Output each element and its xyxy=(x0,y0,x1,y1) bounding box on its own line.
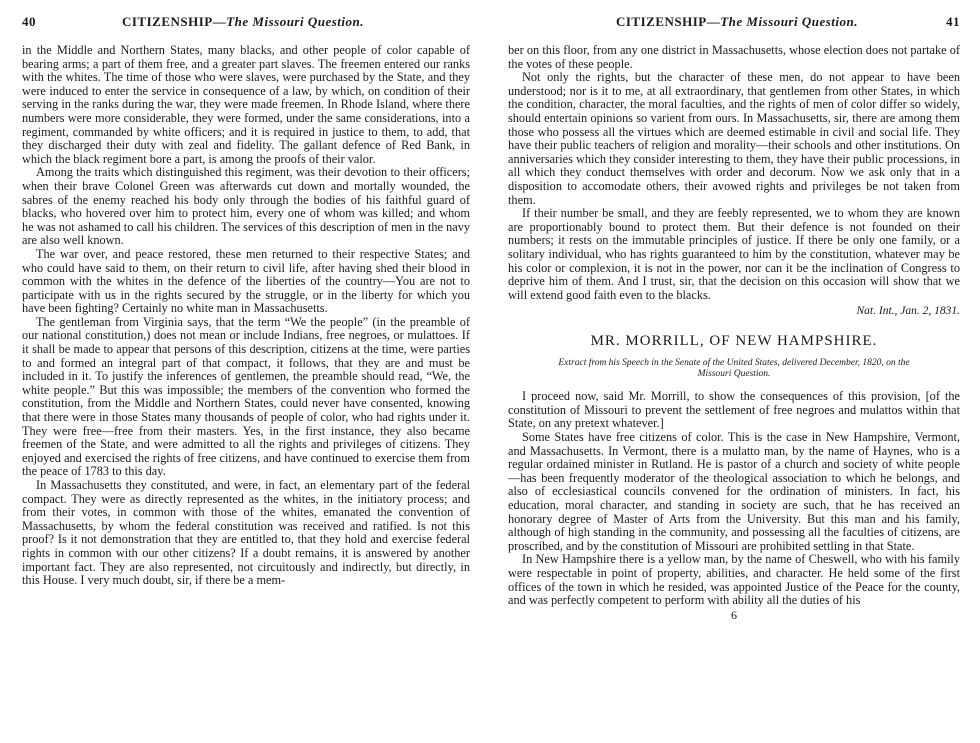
left-body-text xyxy=(22,44,470,588)
left-paragraph: Among the traits which distinguished this regiment, was their devotion to their officers; when their brave Colonel Green was afterwards cut down and mortally wounded, the sabres of the enemy reached his body only through the bodies of his faithful guard of blacks, who hovered over him to protect him, every one of whom was killed; and whom he was not ashamed to call his children. The services of this description of men in the navy are also well known. xyxy=(22,165,470,248)
right-page xyxy=(490,0,980,743)
section-paragraph: In New Hampshire there is a yellow man, by the name of Cheswell, who with his family were respectable in point of property, abilities, and character. He held some of the first offices of the town in which he resided, was appointed Justice of the Peace for the county, and was perfectly competent to perform with ability all the duties of his xyxy=(508,552,960,608)
left-paragraph: The gentleman from Virginia says, that the term “We the people” (in the preamble of our national constitution,) does not mean or include Indians, free negroes, or mulattoes. If it shall be made to appear that persons of this description, citizens at the time, were parties to and formed an integral part of that compact, it follows, that they are and must be included in it. To justify the inferences of gentlemen, the preamble should read, “We, the white people.” But this was impossible; the members of the convention who formed the constitution, from the Middle and Northern States, could never have consented, knowing that there were in those States many thousands of people of color, who had rights under it. They were free—free from their masters. Yes, in the first instance, they also became freemen of the State, and were admitted to all the rights and privileges of citizens. They enjoyed and exercised the rights of free citizens, and have continued to exercise them from the peace of 1783 to this day. xyxy=(22,314,470,479)
section-heading: MR. MORRILL, OF NEW HAMPSHIRE. xyxy=(590,333,878,350)
right-paragraph: ber on this floor, from any one district in Massachusetts, whose election does not partake of the votes of these people. xyxy=(508,43,960,71)
left-paragraph: in the Middle and Northern States, many blacks, and other people of color capable of bearing arms; a part of them free, and a greater part slaves. The freemen entered our ranks with the whites. The time of those who were slaves, were purchased by the State, and they were induced to enter the service in consequence of a law, by which, on condition of their serving in the ranks during the war, they were made freemen. In Rhode Island, where there numbers were more considerable, they were formed, under the same considerations, into a regiment, commanded by white officers; and it is required in justice to them, to add, that they discharged their duty with zeal and fidelity. The gallant defence of Red Bank, in which the black regiment bore a part, is among the proofs of their valor. xyxy=(22,43,470,166)
section-body-text xyxy=(508,390,960,608)
signature-mark: 6 xyxy=(731,607,737,622)
section-paragraph: I proceed now, said Mr. Morrill, to show the consequences of this provision, [of the constitution of Missouri to prevent the settlement of free negroes and mulattos within that State, on any pretext whatever.] xyxy=(508,389,960,431)
right-running-head xyxy=(508,14,960,34)
right-running-title: CITIZENSHIP—The Missouri Question. xyxy=(615,14,859,29)
extract-note-line: Extract from his Speech in the Senate of the United States, delivered December, 1820, on the xyxy=(558,358,910,369)
source-citation: Nat. Int., Jan. 2, 1831. xyxy=(856,305,960,318)
section-paragraph: Some States have free citizens of color. This is the case in New Hampshire, Vermont, and Massachusetts. In Vermont, there is a mulatto man, by the name of Haynes, who is a regular ordained minister in Rutland. He is pastor of a church and society of white people—has been frequently moderator of the theological association to which he belongs, and also of ecclesiastical councils convened for the ordination of ministers. In fact, his education, moral character, and standing in society are such, that he has received an honorary degree of Master of Arts from the University. But this man and his family, although of high standing in the community, and possessing all the faculties of citizens, are proscribed, and by the constitution of Missouri are prohibited settling in that State. xyxy=(508,430,960,553)
right-body-text xyxy=(508,44,960,302)
extract-note xyxy=(508,358,960,380)
left-running-title: CITIZENSHIP—The Missouri Question. xyxy=(121,14,365,29)
left-page-number: 40 xyxy=(22,14,36,29)
extract-note-line: Missouri Question. xyxy=(697,369,771,380)
left-paragraph: The war over, and peace restored, these men returned to their respective States; and who could have said to them, on their return to civil life, after having shed their blood in common with the whites in the defence of the liberties of the country—You are not to participate with us in the rights secured by the struggle, or in the liberty for which you have been fighting? Certainly no white man in Massachusetts. xyxy=(22,246,470,316)
right-paragraph: Not only the rights, but the character of these men, do not appear to have been understood; nor is it to me, at all extraordinary, that gentlemen from other States, in which the condition, character, the moral faculties, and the rights of men of color differ so widely, should entertain opinions so varient from ours. In Massachusetts, sir, there are among them those who possess all the virtues which are deemed estimable in civil and social life. They have their public teachers of religion and morality—their schools and other institutions. On anniversaries which they consider interesting to them, they have their public processions, in all which they conduct themselves with order and decorum. Now we ask only that in a disposition to accomodate others, their avowed rights and privileges be not taken from them. xyxy=(508,70,960,207)
right-paragraph: If their number be small, and they are feebly represented, we to whom they are known are proportionably bound to protect them. But their defence is not founded on their numbers; it rests on the immutable principles of justice. If there be only one family, or a solitary individual, who has rights guaranteed to him by the constitution, whatever may be his color or complexion, it is not in the power, nor can it be the inclination of Congress to deprive him of them. And I trust, sir, that the decision on this occasion will show that we will extend good faith even to the blacks. xyxy=(508,206,960,302)
right-page-number: 41 xyxy=(945,14,960,29)
left-paragraph: In Massachusetts they constituted, and were, in fact, an elementary part of the federal compact. They were as directly represented as the whites, in the initiatory process; and from their votes, in common with those of the whites, emanated the convention of Massachusetts, by whom the federal constitution was received and ratified. Is not this proof? Is it not demonstration that they are entitled to, that they hold and exercise federal rights in common with our other citizens? If a doubt remains, it is answered by another important fact. They are also represented, not circuitously and indirectly, but directly, in this House. I very much doubt, sir, if there be a mem- xyxy=(22,478,470,588)
left-running-head xyxy=(22,14,470,34)
